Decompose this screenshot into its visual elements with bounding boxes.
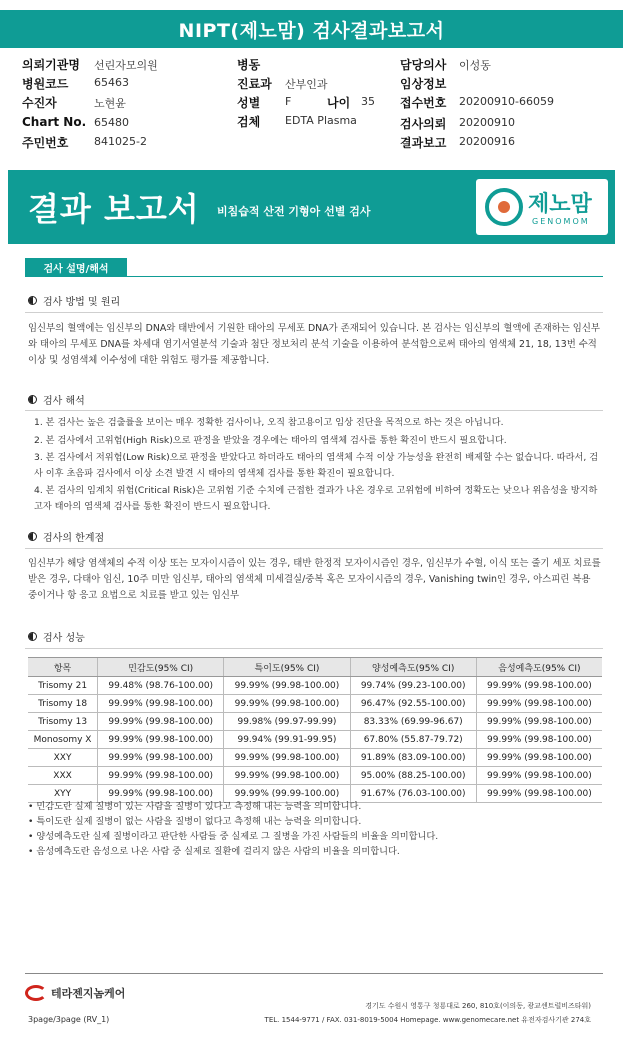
table-cell: 83.33% (69.99-96.67): [350, 713, 476, 731]
hospital-code-value: 65463: [94, 76, 129, 89]
table-row: [28, 767, 602, 785]
table-cell: 99.99% (99.98-100.00): [476, 785, 602, 803]
method-heading-text: 검사 방법 및 원리: [43, 297, 121, 308]
ward-label: 병동: [237, 58, 261, 72]
table-cell: XYY: [28, 785, 98, 803]
note-item: • 민감도란 실제 질병이 있는 사람을 질병이 있다고 측정해 내는 능력을 의미합니다.: [28, 801, 362, 812]
banner-title: 결과 보고서: [28, 190, 200, 228]
table-cell: Monosomy X: [28, 731, 98, 749]
divider: [25, 548, 603, 549]
company-address: 경기도 수원시 영통구 청룡대로 260, 810호(이의동, 광교센트럴비즈타워): [365, 1002, 591, 1010]
half-circle-icon: [28, 632, 37, 641]
interpretation-heading: [28, 392, 85, 407]
table-row: [28, 731, 602, 749]
table-cell: 99.99% (99.98-100.00): [224, 695, 350, 713]
performance-heading: [28, 629, 85, 644]
table-cell: 99.99% (99.98-100.00): [476, 695, 602, 713]
request-label: 검사의뢰: [400, 117, 447, 131]
age-label: 나이: [327, 96, 351, 110]
rrn-label: 주민번호: [22, 136, 69, 150]
genomom-logo: [476, 179, 608, 235]
report-date-value: 20200916: [459, 135, 515, 148]
list-item: 3. 본 검사에서 저위험(Low Risk)으로 판정을 받았다고 하더라도 태아의 염색체 수적 이상 가능성을 완전히 배제할 수는 없습니다. 따라서, 검사 이후 초음파 검사에서 이상 소견 발견 시 태아의 염색체 검사를 통한 확진이 필요합니다.: [34, 452, 599, 479]
dept-value: 산부인과: [285, 78, 328, 91]
list-item: 1. 본 검사는 높은 검출률을 보이는 매우 정확한 검사이나, 오직 참고용이고 임상 진단을 목적으로 하는 것은 아닙니다.: [34, 417, 504, 428]
note-item: • 음성예측도란 음성으로 나온 사람 중 실제로 질환에 걸리지 않은 사람의 비율을 의미합니다.: [28, 846, 400, 857]
report-title-bar: [0, 10, 623, 48]
patient-info: [0, 54, 623, 154]
interpretation-list: [34, 415, 600, 516]
company-logo: [25, 985, 125, 1001]
table-cell: 99.74% (99.23-100.00): [350, 677, 476, 695]
institution-value: 선린자모의원: [94, 59, 158, 72]
result-banner: [8, 170, 615, 244]
column-header: 양성예측도(95% CI): [350, 658, 476, 677]
table-cell: 99.99% (99.98-100.00): [224, 749, 350, 767]
table-cell: 99.99% (99.98-100.00): [98, 785, 224, 803]
company-name: 테라젠지놈케어: [51, 987, 126, 1000]
footer-divider: [25, 973, 603, 974]
limits-heading-text: 검사의 한계점: [43, 533, 105, 544]
table-cell: 99.99% (99.98-100.00): [476, 713, 602, 731]
table-cell: 91.89% (83.09-100.00): [350, 749, 476, 767]
divider: [25, 410, 603, 411]
receipt-label: 접수번호: [400, 96, 447, 110]
table-cell: 99.99% (99.98-100.00): [98, 767, 224, 785]
doctor-value: 이성동: [459, 59, 491, 72]
genomom-logo-icon: [485, 188, 523, 226]
hospital-code-label: 병원코드: [22, 77, 69, 91]
divider: [25, 312, 603, 313]
specimen-value: EDTA Plasma: [285, 114, 357, 127]
limits-paragraph: 임신부가 해당 염색체의 수적 이상 또는 모자이시즘이 있는 경우, 태반 한정적 모자이시즘인 경우, 임신부가 수혈, 이식 또는 줄기 세포 치료를 받은 경우, 다태아 임신, 10주 미만 임신부, 태아의 염색체 미세결실/중복 혹은 모자이시즘의 경우, Vanishing twin인 경우, 아스피린 복용 중이거나 항 응고 요법으로 치료를 받고 있는 임신부: [28, 558, 601, 601]
table-cell: Trisomy 13: [28, 713, 98, 731]
table-cell: 96.47% (92.55-100.00): [350, 695, 476, 713]
table-cell: 67.80% (55.87-79.72): [350, 731, 476, 749]
half-circle-icon: [28, 532, 37, 541]
report-title: NIPT(제노맘) 검사결과보고서: [178, 19, 445, 42]
report-date-label: 결과보고: [400, 136, 447, 150]
table-cell: 99.99% (99.98-100.00): [476, 749, 602, 767]
sex-value: F: [285, 95, 292, 108]
column-header: 음성예측도(95% CI): [476, 658, 602, 677]
table-cell: 99.99% (99.98-100.00): [476, 677, 602, 695]
table-cell: 99.48% (98.76-100.00): [98, 677, 224, 695]
limits-heading: [28, 529, 104, 544]
logo-subtext: GENOMOM: [532, 217, 590, 226]
half-circle-icon: [28, 296, 37, 305]
table-cell: 99.99% (99.98-100.00): [476, 767, 602, 785]
table-cell: 91.67% (76.03-100.00): [350, 785, 476, 803]
table-cell: 99.99% (99.98-100.00): [98, 713, 224, 731]
divider: [25, 648, 603, 649]
section-divider: [25, 276, 603, 277]
table-cell: 99.99% (99.98-100.00): [224, 677, 350, 695]
half-circle-icon: [28, 395, 37, 404]
rrn-value: 841025-2: [94, 135, 147, 148]
table-row: [28, 677, 602, 695]
table-header-row: [28, 658, 602, 677]
specimen-label: 검체: [237, 115, 261, 129]
note-item: • 특이도란 실제 질병이 없는 사람을 질병이 없다고 측정해 내는 능력을 의미합니다.: [28, 816, 362, 827]
interpretation-heading-text: 검사 해석: [43, 396, 85, 407]
table-cell: XXY: [28, 749, 98, 767]
table-row: [28, 695, 602, 713]
method-heading: [28, 293, 120, 308]
table-cell: 99.99% (99.99-100.00): [224, 785, 350, 803]
list-item: 2. 본 검사에서 고위험(High Risk)으로 판정을 받았을 경우에는 태아의 염색체 검사를 통한 확진이 반드시 필요합니다.: [34, 434, 507, 446]
clinical-label: 임상정보: [400, 77, 447, 91]
performance-heading-text: 검사 성능: [43, 633, 85, 644]
request-value: 20200910: [459, 116, 515, 129]
chart-no-label: Chart No.: [22, 115, 87, 129]
company-contact: TEL. 1544-9771 / FAX. 031-8019-5004 Homepage. www.genomecare.net 유전자검사기관 274호: [264, 1016, 591, 1024]
table-cell: 99.98% (99.97-99.99): [224, 713, 350, 731]
page-number: 3page/3page (RV_1): [28, 1015, 110, 1024]
table-cell: 99.99% (99.98-100.00): [98, 731, 224, 749]
list-item: 4. 본 검사의 임계치 위험(Critical Risk)은 고위험 기준 수치에 근접한 결과가 나온 경우로 고위험에 비하여 정확도는 낮으나 위음성을 방지하고자 태아의 염색체 검사를 통한 확진이 반드시 필요합니다.: [34, 485, 598, 512]
table-row: [28, 749, 602, 767]
examinee-label: 수진자: [22, 96, 57, 110]
table-cell: XXX: [28, 767, 98, 785]
logo-text: 제노맘: [528, 192, 592, 217]
institution-label: 의뢰기관명: [22, 58, 80, 72]
column-header: 특이도(95% CI): [224, 658, 350, 677]
chart-no-value: 65480: [94, 116, 129, 129]
table-cell: 99.99% (99.98-100.00): [98, 695, 224, 713]
column-header: 항목: [28, 658, 98, 677]
table-cell: 95.00% (88.25-100.00): [350, 767, 476, 785]
examinee-value: 노현윤: [94, 97, 126, 110]
performance-notes: [28, 799, 438, 859]
banner-subtitle: 비침습적 산전 기형아 선별 검사: [217, 205, 371, 218]
table-cell: 99.99% (99.98-100.00): [476, 731, 602, 749]
sex-label: 성별: [237, 96, 261, 110]
table-row: [28, 713, 602, 731]
table-cell: 99.94% (99.91-99.95): [224, 731, 350, 749]
table-cell: Trisomy 18: [28, 695, 98, 713]
doctor-label: 담당의사: [400, 58, 447, 72]
table-cell: 99.99% (99.98-100.00): [98, 749, 224, 767]
section-tab: 검사 설명/해석: [25, 258, 127, 277]
table-cell: Trisomy 21: [28, 677, 98, 695]
column-header: 민감도(95% CI): [98, 658, 224, 677]
company-logo-icon: [25, 985, 47, 1001]
table-cell: 99.99% (99.98-100.00): [224, 767, 350, 785]
method-paragraph: 임신부의 혈액에는 임신부의 DNA와 태반에서 기원한 태아의 무세포 DNA가 존재되어 있습니다. 본 검사는 임신부의 혈액에 존재하는 임신부와 태아의 무세포 DNA를 차세대 염기서열분석 기술과 첨단 정보처리 분석 기술을 이용하여 분석함으로써 태아의 염색체 21, 18, 13번 수적 이상 및 성염색체 이수성에 대한 위험도 평가를 제공합니다.: [28, 323, 600, 366]
performance-table: [28, 657, 602, 803]
note-item: • 양성예측도란 실제 질병이라고 판단한 사람들 중 실제로 그 질병을 가진 사람들의 비율을 의미합니다.: [28, 831, 439, 842]
receipt-value: 20200910-66059: [459, 95, 554, 108]
age-value: 35: [361, 95, 375, 108]
dept-label: 진료과: [237, 77, 272, 91]
